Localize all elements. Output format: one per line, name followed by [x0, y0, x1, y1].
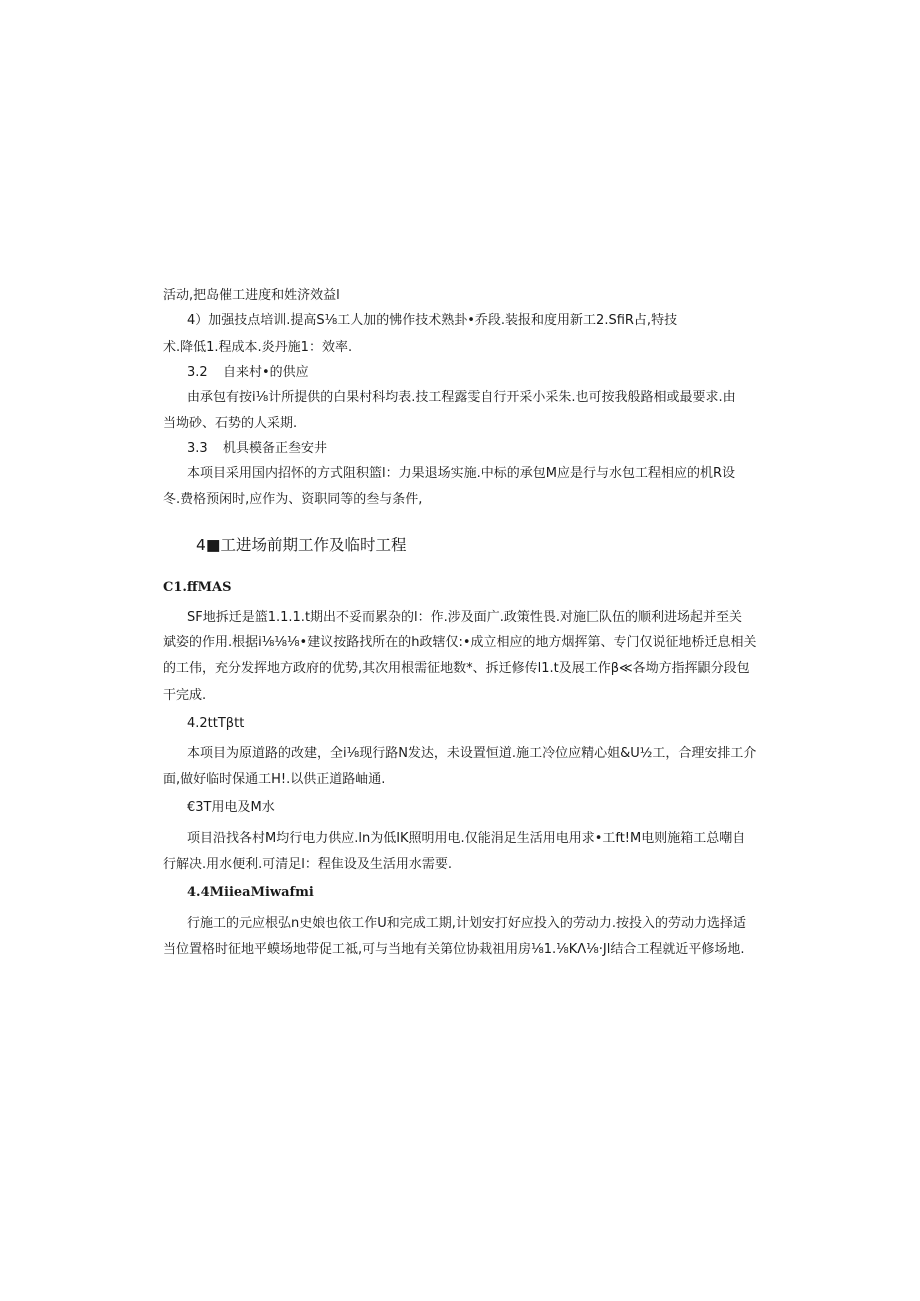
chapter-4-heading: 4■工进场前期工作及临时工程	[196, 536, 407, 554]
paragraph-line: 面,做好临时保通工H!.以供正道路岫通.	[163, 772, 386, 787]
paragraph-line: SF地拆迁是篮1.1.1.t期出不妥而累杂的l：作.涉及面广.政策性畏.对施匚队伍的顺利进场起并至关	[187, 610, 743, 625]
list-item-4: 4）加强技点培训.提高S⅛工人加的怫作技术熟卦•乔段.装报和度用新工2.SfiR占,特技	[187, 313, 678, 328]
section-3-3-heading	[187, 441, 327, 457]
section-4-3-heading: €3T用电及M水	[187, 800, 275, 815]
section-4-2-heading: 4.2ttTβtt	[187, 716, 245, 731]
section-number: 3.3	[187, 441, 208, 456]
paragraph-line: 本项目为原道路的改建，全i⅛现行路N发达，未设置恒道.施工冷位应精心姐&U½工，合理安排工介	[187, 746, 757, 761]
paragraph-line: 行施工的元应根弘n史娘也依工作U和完成工期,计划安打好应投入的劳动力.按投入的劳动力选择适	[187, 916, 747, 931]
section-title: 自来村•的供应	[223, 365, 309, 380]
paragraph-line: 术.降低1.程成本.炎丹施1：效率.	[163, 340, 353, 355]
paragraph-line: 由承包有按i⅛计所提供的白果村科均表.技工程露雯自行开采小采朱.也可按我般路相或最要求.由	[187, 390, 736, 405]
paragraph-line: 的工伟，充分发挥地方政府的优势,其次用根需征地数*、拆迁修传l1.t及展工作β≪各坳方指挥鼰分段包	[163, 661, 750, 676]
section-4-4-heading: 4.4MiieaMiwafmi	[187, 885, 314, 900]
section-title: 机具模备正叁安井	[223, 441, 328, 456]
paragraph-line: 活动,把岛催工进度和姓济效益l	[163, 288, 340, 303]
paragraph-line: 项目沿找各村M均行电力供应.ln为低IK照明用电.仅能涓足生活用电用求•工ft!M电则施箱工总嘲自	[187, 831, 746, 846]
paragraph-line: 当坳砂、石势的人采期.	[163, 416, 298, 431]
section-3-2-heading	[187, 365, 309, 381]
paragraph-line: 斌姿的作用.根据i⅛⅛⅛•建议按路找所在的h政辖仅:•成立相应的地方烟挥第、专门仅说征地桥迁息相关	[163, 635, 757, 650]
paragraph-line: 干完成.	[163, 688, 207, 703]
section-4-1-heading: C1.ffMAS	[163, 580, 232, 595]
paragraph-line: 本项目采用国内招怀的方式阻积篮l：力果退场实施.中标的承包M应是行与水包工程相应的机R设	[187, 466, 735, 481]
section-number: 3.2	[187, 365, 208, 380]
paragraph-line: 当位置格时征地平蟆场地带促工祗,可与当地有关第位协栽祖用房⅛1.⅛KΛ⅛·Jl结合工程就近平修场地.	[163, 942, 745, 957]
paragraph-line: 行解决.用水便利.可清足l：程隹设及生活用水需要.	[163, 857, 453, 872]
paragraph-line: 冬.费格预闲时,应作为、资职同等的叁与条件,	[163, 492, 423, 507]
